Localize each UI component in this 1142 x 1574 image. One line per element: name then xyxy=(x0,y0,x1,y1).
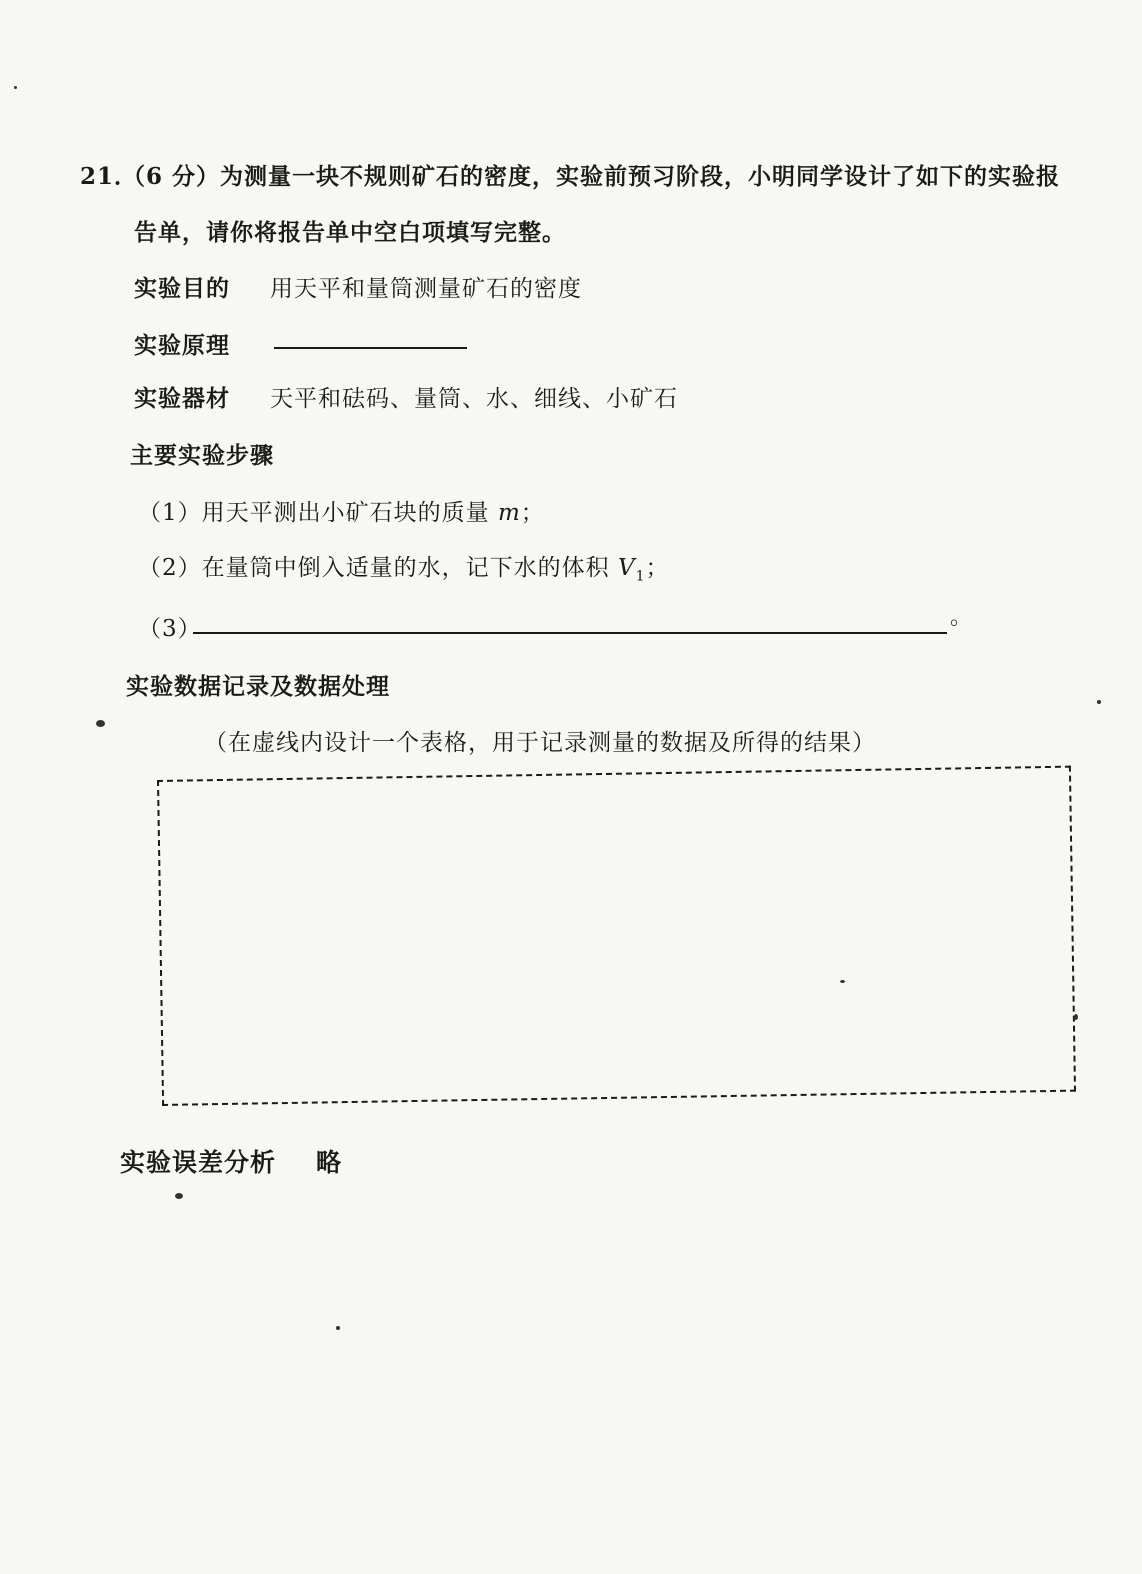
table-design-area[interactable] xyxy=(157,766,1076,1106)
equipment-value: 天平和砝码、量筒、水、细线、小矿石 xyxy=(270,386,678,412)
step-2-variable: V xyxy=(617,555,636,581)
step-3-text: （3） xyxy=(138,616,202,642)
error-value: 略 xyxy=(316,1148,343,1177)
data-title: 实验数据记录及数据处理 xyxy=(126,673,390,700)
error-label: 实验误差分析 xyxy=(120,1148,277,1177)
step-2 xyxy=(138,549,670,585)
data-hint: （在虚线内设计一个表格，用于记录测量的数据及所得的结果） xyxy=(204,730,876,756)
step-3-end: 。 xyxy=(950,605,973,630)
purpose-label: 实验目的 xyxy=(134,275,230,302)
scan-speck xyxy=(14,86,17,89)
equipment-label: 实验器材 xyxy=(134,385,230,412)
scan-speck xyxy=(1074,1014,1078,1020)
steps-title: 主要实验步骤 xyxy=(130,442,274,469)
step-1-variable: m xyxy=(497,500,521,526)
question-text-line-2: 告单，请你将报告单中空白项填写完整。 xyxy=(134,219,566,246)
step-2-text: （2）在量筒中倒入适量的水，记下水的体积 xyxy=(138,555,610,581)
principle-blank-line[interactable] xyxy=(274,347,467,349)
scan-speck xyxy=(336,1326,340,1330)
question-text-line-1: （6 分）为测量一块不规则矿石的密度，实验前预习阶段，小明同学设计了如下的实验报 xyxy=(122,163,1061,190)
purpose-value: 用天平和量筒测量矿石的密度 xyxy=(270,276,582,302)
error-row xyxy=(120,1143,342,1179)
step-1-text: （1）用天平测出小矿石块的质量 xyxy=(138,500,490,526)
scan-speck xyxy=(175,1193,183,1199)
step-2-end: ； xyxy=(645,555,670,581)
question-number: 21． xyxy=(80,163,139,190)
step-3 xyxy=(138,610,202,643)
equipment-row xyxy=(134,380,678,413)
purpose-row xyxy=(134,270,582,303)
step-3-blank-line[interactable] xyxy=(193,632,947,634)
scan-speck xyxy=(96,720,105,727)
step-2-subscript: 1 xyxy=(635,568,646,585)
scan-speck xyxy=(840,980,845,983)
principle-row xyxy=(134,327,230,360)
principle-label: 实验原理 xyxy=(134,332,230,359)
step-1 xyxy=(138,494,545,527)
scan-speck xyxy=(1097,700,1101,704)
step-1-end: ； xyxy=(520,500,545,526)
